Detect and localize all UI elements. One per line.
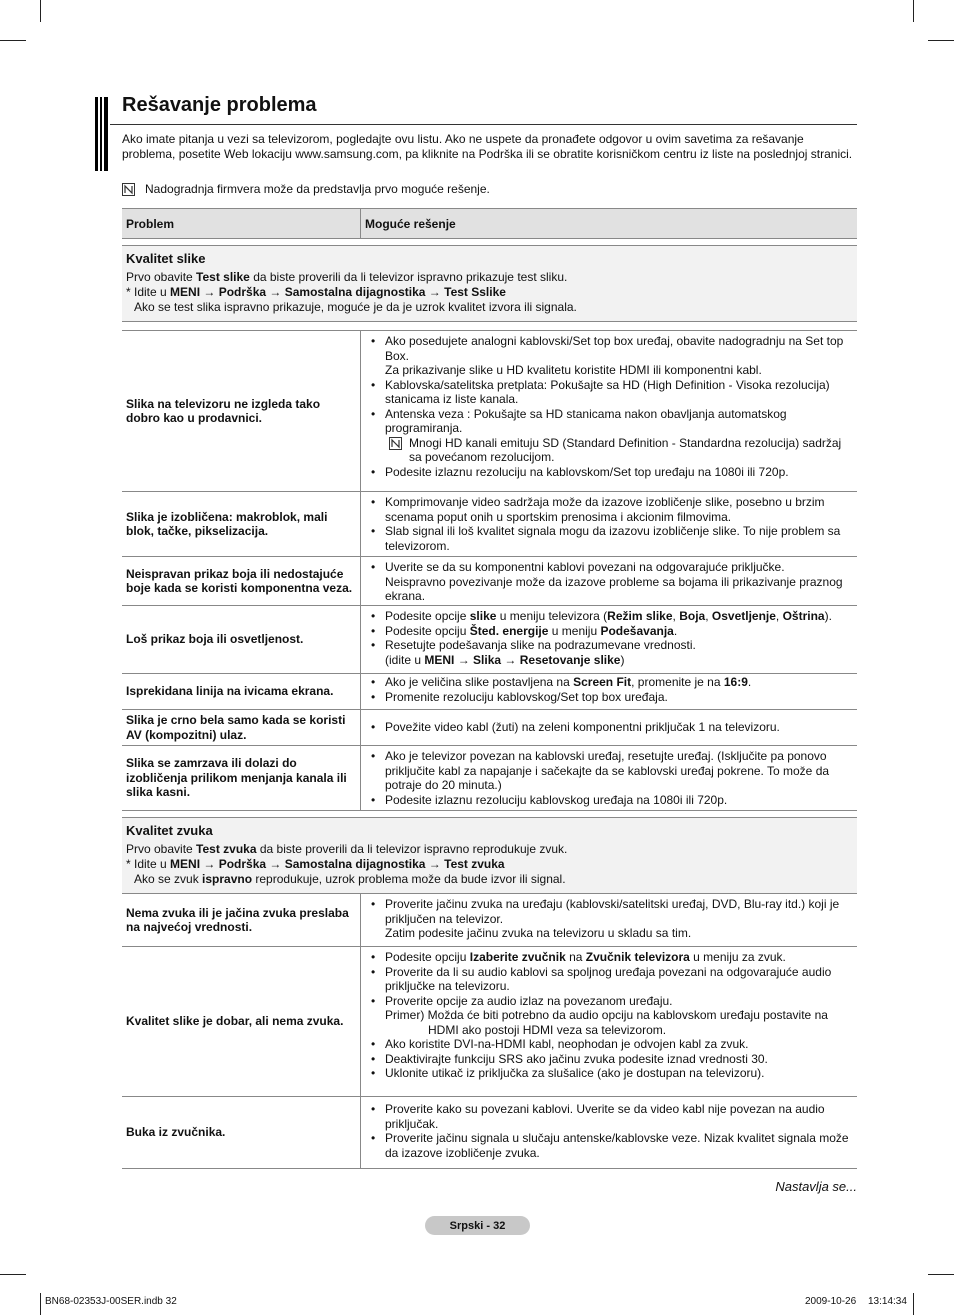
section-heading: Kvalitet slike [126, 251, 206, 266]
solution-cell: • Povežite video kabl (žuti) na zeleni komponentni priključak 1 na televizoru. [361, 710, 857, 745]
page-title: Rešavanje problema [122, 94, 317, 116]
table-row [122, 674, 857, 710]
solution-cell: • Proverite kako su povezani kablovi. Uverite se da video kabl nije povezan na audio priključak. • Proverite jačinu signala u slučaju antenske/kablovske veze. Nizak kvalitet signala može da izazove izobličenje zvuka. [361, 1097, 857, 1168]
solution-cell: • Ako posedujete analogni kablovski/Set top box uređaj, obavite nadogradnju na Set top Box. Za prikazivanje slike u HD kvalitetu koristite HDMI ili komponentni kabl. • Kablovska/satelitska pretplata: Pokušajte sa HD (High Definition - Visoka rezolucija) stanicama iz liste kanala. • Antenska veza : Pokušajte sa HD stanicama nakon obavljanja automatskog programiranja. Mnogi HD kanali emituju SD (Standard Definition - Standardna rezolucija) sadržaj sa povećanom rezolucijom. • Podesite izlaznu rezoluciju na kablovskom/Set top uređaju na 1080i ili 720p. [361, 331, 857, 491]
solution-cell: • Uverite se da su komponentni kablovi povezani na odgovarajuće priključke. Neispravno povezivanje može da izazove probleme sa bojama ili prikazivanje praznog ekrana. [361, 557, 857, 605]
note-icon [389, 437, 402, 450]
crop-mark [913, 1293, 914, 1315]
table-row [122, 1097, 857, 1169]
table-row [122, 492, 857, 557]
solution-cell: • Proverite jačinu zvuka na uređaju (kablovski/satelitski uređaj, DVD, Blu-ray itd.) koji je priključen na televizor. Zatim podesite jačinu zvuka na televizoru u skladu sa tim. [361, 894, 857, 946]
footer-time: 13:14:34 [868, 1296, 907, 1307]
table-row [122, 606, 857, 674]
section-line: * Idite u MENI → Podrška → Samostalna dijagnostika → Test zvuka [126, 857, 505, 871]
solution-cell: • Komprimovanje video sadržaja može da izazove izobličenje slike, posebno u brzim scenama poput onih u sportskim prenosima i akcionim filmovima. • Slab signal ili loš kvalitet signala mogu da izazovu izobličenje slike. To nije problem sa televizorom. [361, 492, 857, 556]
section-line: Ako se zvuk ispravno reprodukuje, uzrok problema može da bude izvor ili signal. [134, 872, 566, 886]
solution-cell: • Ako je televizor povezan na kablovski uređaj, resetujte uređaj. (Isključite pa ponovo priključite kabl za napajanje i sačekajte da se kablovski uređaj pokrene. To može da potraje do 20 minuta.) • Podesite izlaznu rezoluciju kablovskog uređaja na 1080i ili 720p. [361, 746, 857, 810]
table-row [122, 894, 857, 947]
problem-cell: Slika na televizoru ne izgleda tako dobro kao u prodavnici. [122, 331, 361, 491]
problem-cell: Kvalitet slike je dobar, ali nema zvuka. [122, 947, 361, 1096]
table-row [122, 947, 857, 1097]
table-row [122, 746, 857, 811]
solution-cell: • Podesite opcije slike u meniju televizora (Režim slike, Boja, Osvetljenje, Oštrina). • Podesite opciju Šted. energije u meniju Podešavanja. • Resetujte podešavanja slike na podrazumevane vrednosti. (idite u MENI → Slika → Resetovanje slike) [361, 606, 857, 673]
table-row [122, 557, 857, 606]
troubleshooting-table [122, 208, 857, 1169]
table-row [122, 331, 857, 492]
problem-cell: Nema zvuka ili je jačina zvuka preslaba na najvećoj vrednosti. [122, 894, 361, 946]
crop-mark [40, 0, 41, 22]
sound-quality-section [122, 817, 857, 894]
crop-mark [928, 1274, 954, 1275]
header-solution: Moguće rešenje [365, 216, 456, 231]
problem-cell: Buka iz zvučnika. [122, 1097, 361, 1168]
picture-quality-section [122, 245, 857, 322]
problem-cell: Slika je crno bela samo kada se koristi AV (kompozitni) ulaz. [122, 710, 361, 745]
note-icon [122, 183, 135, 196]
continued-text: Nastavlja se... [775, 1179, 857, 1194]
footer-date: 2009-10-26 [805, 1296, 857, 1307]
title-rule [110, 124, 857, 125]
header-problem: Problem [122, 209, 361, 238]
crop-mark [913, 0, 914, 22]
section-line: Ako se test slika ispravno prikazuje, moguće je da je uzrok kvalitet izvora ili signala. [134, 300, 577, 314]
section-line: Prvo obavite Test slike da biste proverili da li televizor ispravno prikazuje test sliku. [126, 270, 568, 284]
crop-mark [0, 1274, 26, 1275]
footer-file: BN68-02353J-00SER.indb 32 [45, 1296, 177, 1307]
table-header [122, 208, 857, 239]
problem-cell: Neispravan prikaz boja ili nedostajuće boje kada se koristi komponentna veza. [122, 557, 361, 605]
problem-cell: Loš prikaz boja ili osvetljenost. [122, 606, 361, 673]
solution-cell: • Ako je veličina slike postavljena na Screen Fit, promenite je na 16:9. • Promenite rezoluciju kablovskog/Set top box uređaja. [361, 674, 857, 709]
section-line: * Idite u MENI → Podrška → Samostalna dijagnostika → Test Sslike [126, 285, 506, 299]
page-number: Srpski - 32 [425, 1216, 530, 1235]
crop-mark [928, 40, 954, 41]
solution-cell: • Podesite opciju Izaberite zvučnik na Zvučnik televizora u meniju za zvuk. • Proverite da li su audio kablovi sa spoljnog uređaja povezani na odgovarajuće audio priključke na televizoru. • Proverite opcije za audio izlaz na povezanom uređaju. Primer) Možda će biti potrebno da audio opciju na kablovskom uređaju postavite na HDMI ako postoji HDMI veza sa televizorom. • Ako koristite DVI-na-HDMI kabl, neophodan je odvojen kabl za zvuk. • Deaktivirajte funkciju SRS ako jačinu zvuka podesite iznad vrednosti 30. • Uklonite utikač iz priključka za slušalice (ako je dostupan na televizoru). [361, 947, 857, 1096]
problem-cell: Slika se zamrzava ili dolazi do izobličenja prilikom menjanja kanala ili slika kasni. [122, 746, 361, 810]
section-line: Prvo obavite Test zvuka da biste proverili da li televizor ispravno reprodukuje zvuk. [126, 842, 568, 856]
section-heading: Kvalitet zvuka [126, 823, 213, 838]
intro-text: Ako imate pitanja u vezi sa televizorom, pogledajte ovu listu. Ako ne uspete da pronađete odgovor u ovim savetima za rešavanje problema, posetite Web lokaciju www.samsung.com, pa kliknite na Podrška ili se obratite korisničkom centru iz liste na poslednjoj stranici. [122, 132, 853, 161]
table-row [122, 710, 857, 746]
crop-mark [0, 40, 26, 41]
crop-mark [40, 1293, 41, 1315]
problem-cell: Slika je izobličena: makroblok, mali blok, tačke, pikselizacija. [122, 492, 361, 556]
problem-cell: Isprekidana linija na ivicama ekrana. [122, 674, 361, 709]
